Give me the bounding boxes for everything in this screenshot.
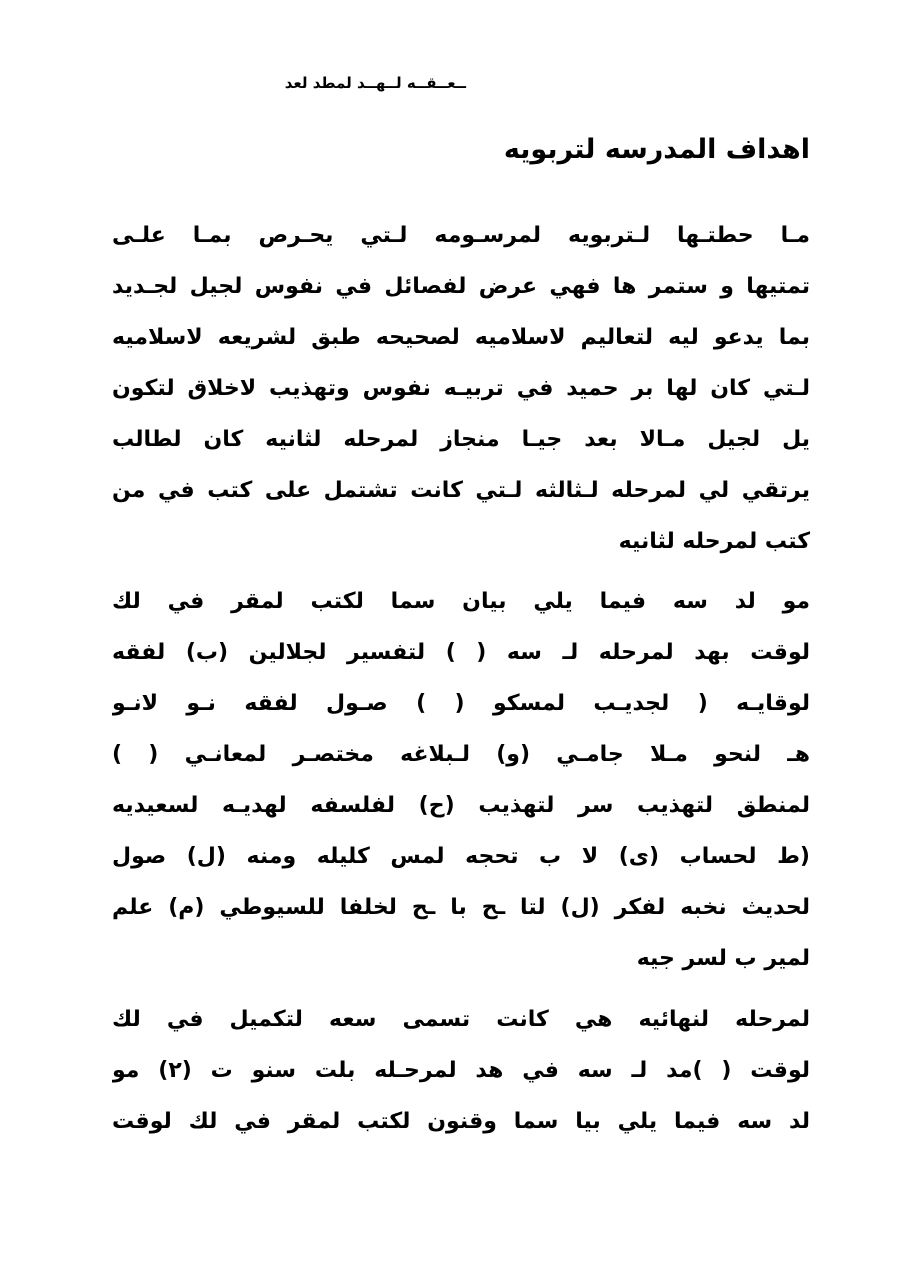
text-line: لمنطق لتهذيب سر لتهذيب (ح) لفلسفه لهديـه لسعيديه <box>112 793 810 818</box>
text-line: هـ لنحو مـلا جامـي (و) لـبلاغه مختصـر لمعانـي ( ) <box>112 742 810 767</box>
running-header: ــعــقــه لــهــد لمطد لعد <box>284 74 466 92</box>
text-line: لوقايـه ( لجديـب لمسكو ( ) صـول لفقه نـو لانـو <box>112 691 810 716</box>
text-line: (ط لحساب (ى) لا ب تحجه لمس كليله ومنه (ل) صول <box>112 844 810 869</box>
text-line: تمتيها و ستمر ها فهي عرض لفصائل في نفوس لجيل لجـديد <box>112 274 810 299</box>
text-line: يرتقي لي لمرحله لـثالثه لـتي كانت تشتمل على كتب في من <box>112 478 810 503</box>
text-line: مو لد سه فيما يلي بيان سما لكتب لمقر في لك <box>112 589 810 614</box>
text-line: بما يدعو ليه لتعاليم لاسلاميه لصحيحه طبق لشريعه لاسلاميه <box>112 325 810 350</box>
paragraph-1 <box>112 210 810 567</box>
text-line: لمرحله لنهائيه هي كانت تسمى سعه لتكميل في لك <box>112 1007 810 1032</box>
paragraph-2 <box>112 576 810 984</box>
text-line: لوقت بهد لمرحله لـ سه ( ) لتفسير لجلالين (ب) لفقه <box>112 640 810 665</box>
text-line: مـا حطتـها لـتربويه لمرسـومه لـتي يحـرص بمـا علـى <box>112 223 810 248</box>
text-line: لحديث نخبه لفكر (ل) لتا ـح با ـح لخلفا للسيوطي (م) علم <box>112 895 810 920</box>
text-line: لد سه فيما يلي بيا سما وقنون لكتب لمقر في لك لوقت <box>112 1109 810 1134</box>
text-line: لوقت ( )مد لـ سه في هد لمرحـله بلت سنو ت (٢) مو <box>112 1058 810 1083</box>
text-line: كتب لمرحله لثانيه <box>618 529 810 554</box>
text-line: لمير ب لسر جيه <box>636 946 810 971</box>
text-line: يل لجيل مـالا بعد جيـا منجاز لمرحله لثانيه كان لطالب <box>112 427 810 452</box>
paragraph-3 <box>112 994 810 1147</box>
section-heading: اهداف المدرسه لتربويه <box>503 134 810 165</box>
text-line: لـتي كان لها بر حميد في تربيـه نفوس وتهذيب لاخلاق لتكون <box>112 376 810 401</box>
